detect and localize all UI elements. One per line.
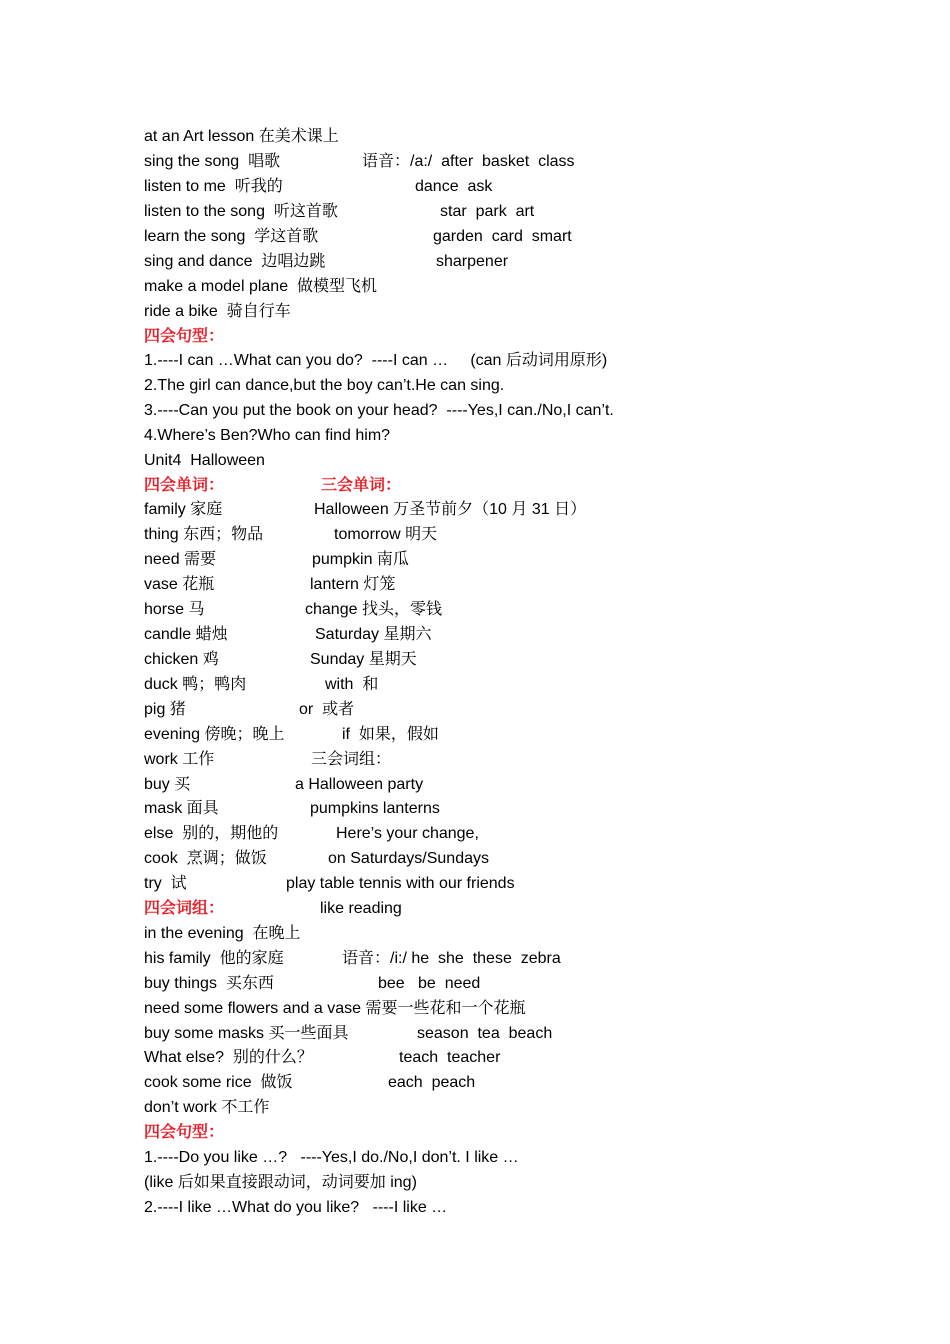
text-line: ride a bike 骑自行车 [144, 303, 291, 320]
text-line: buy 买 [144, 776, 191, 793]
text-line: play table tennis with our friends [286, 875, 515, 892]
text-line: listen to the song 听这首歌 [144, 203, 338, 220]
text-line: cook some rice 做饭 [144, 1074, 293, 1091]
phonics-line: 语音：/a:/ after basket class [362, 153, 575, 170]
text-line: Halloween 万圣节前夕（10 月 31 日） [314, 501, 587, 518]
phonics-line: sharpener [436, 253, 509, 270]
text-line: What else? 别的什么？ [144, 1049, 313, 1066]
text-line: need 需要 [144, 551, 217, 568]
text-line: 2.----I like …What do you like? ----I like … [144, 1199, 448, 1216]
text-line: like reading [320, 900, 402, 917]
phonics-line: season tea beach [417, 1025, 553, 1042]
text-line: 2.The girl can dance,but the boy can’t.He can sing. [144, 377, 505, 394]
text-line: Sunday 星期天 [310, 651, 417, 668]
text-line: don’t work 不工作 [144, 1099, 270, 1116]
text-line: chicken 鸡 [144, 651, 219, 668]
phonics-line: dance ask [415, 178, 493, 195]
text-line: need some flowers and a vase 需要一些花和一个花瓶 [144, 1000, 526, 1017]
text-line: tomorrow 明天 [334, 526, 438, 543]
phonics-line: teach teacher [399, 1049, 501, 1066]
text-line: try 试 [144, 875, 187, 892]
phonics-line: star park art [440, 203, 535, 220]
text-line: candle 蜡烛 [144, 626, 228, 643]
text-line: pig 猪 [144, 701, 186, 718]
phonics-line: 语音：/i:/ he she these zebra [342, 950, 561, 967]
text-line: listen to me 听我的 [144, 178, 283, 195]
text-line: a Halloween party [295, 776, 424, 793]
text-line: 4.Where’s Ben?Who can find him? [144, 427, 391, 444]
phonics-line: bee be need [378, 975, 481, 992]
text-line: sing and dance 边唱边跳 [144, 253, 326, 270]
sub-heading: 三会词组： [311, 751, 392, 768]
text-line: pumpkin 南瓜 [312, 551, 409, 568]
text-line: (like 后如果直接跟动词，动词要加 ing) [144, 1174, 417, 1191]
text-line: lantern 灯笼 [310, 576, 396, 593]
text-line: buy things 买东西 [144, 975, 274, 992]
text-line: buy some masks 买一些面具 [144, 1025, 349, 1042]
text-line: duck 鸭；鸭肉 [144, 676, 247, 693]
text-line: horse 马 [144, 601, 205, 618]
text-line: or 或者 [299, 701, 355, 718]
text-line: family 家庭 [144, 501, 223, 518]
text-line: his family 他的家庭 [144, 950, 284, 967]
text-line: evening 傍晚；晚上 [144, 726, 285, 743]
text-line: else 别的，期他的 [144, 825, 279, 842]
text-line: if 如果，假如 [342, 726, 439, 743]
text-line: mask 面具 [144, 800, 219, 817]
phonics-line: each peach [388, 1074, 476, 1091]
text-line: pumpkins lanterns [310, 800, 440, 817]
text-line: on Saturdays/Sundays [328, 850, 489, 867]
section-heading: 三会单词： [321, 477, 402, 494]
text-line: work 工作 [144, 751, 215, 768]
text-line: 3.----Can you put the book on your head? ----Yes,I can./No,I can’t. [144, 402, 614, 419]
text-line: with 和 [325, 676, 379, 693]
text-line: vase 花瓶 [144, 576, 215, 593]
text-line: learn the song 学这首歌 [144, 228, 319, 245]
phonics-line: garden card smart [433, 228, 572, 245]
text-line: sing the song 唱歌 [144, 153, 281, 170]
text-line: change 找头，零钱 [305, 601, 442, 618]
text-line: in the evening 在晚上 [144, 925, 301, 942]
text-line: thing 东西；物品 [144, 526, 264, 543]
text-line: 1.----I can …What can you do? ----I can … (can 后动词用原形) [144, 352, 608, 369]
section-heading: 四会句型： [144, 328, 225, 345]
section-heading: 四会单词： [144, 477, 225, 494]
text-line: make a model plane 做模型飞机 [144, 278, 377, 295]
unit-title: Unit4 Halloween [144, 452, 265, 469]
section-heading: 四会句型： [144, 1124, 225, 1141]
text-line: Here’s your change, [336, 825, 479, 842]
text-line: at an Art lesson 在美术课上 [144, 128, 339, 145]
section-heading: 四会词组： [144, 900, 225, 917]
text-line: cook 烹调；做饭 [144, 850, 267, 867]
text-line: Saturday 星期六 [315, 626, 432, 643]
text-line: 1.----Do you like …? ----Yes,I do./No,I don’t. I like … [144, 1149, 519, 1166]
